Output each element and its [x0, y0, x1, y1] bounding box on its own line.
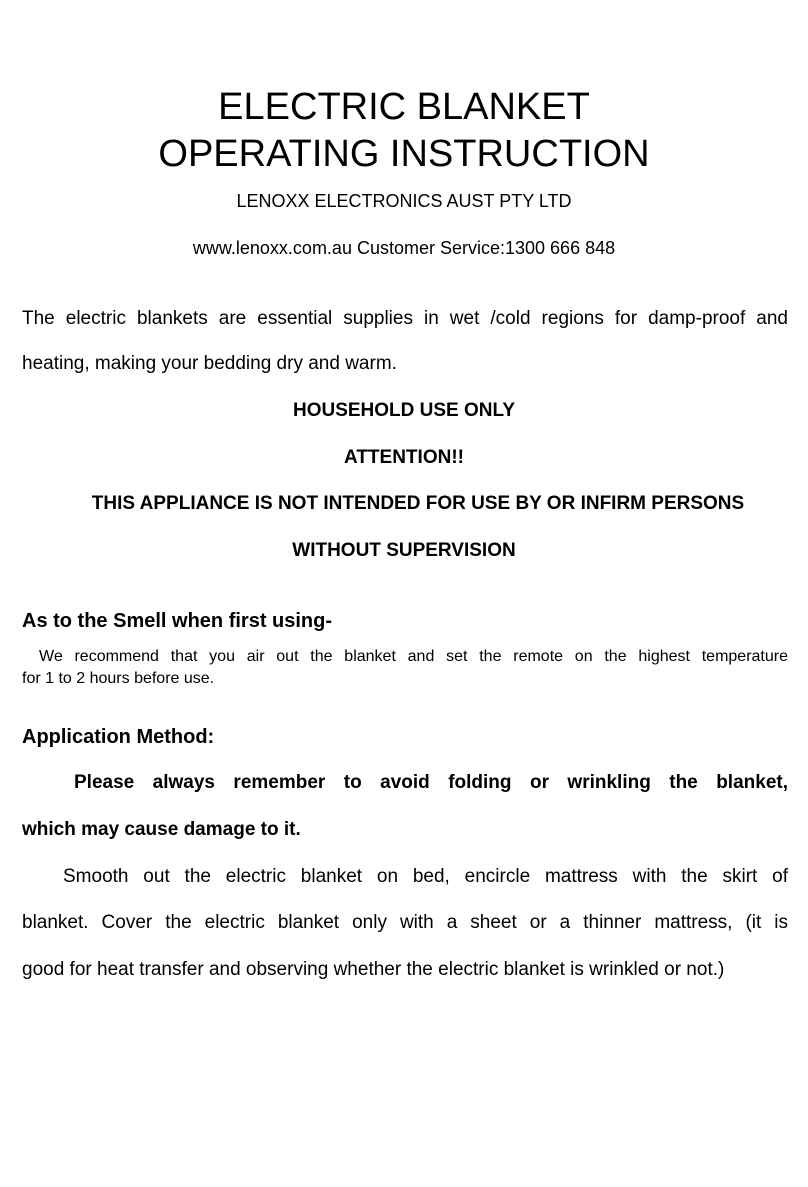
folding-warning-line-2: which may cause damage to it.	[22, 819, 301, 840]
document-title-line-2: OPERATING INSTRUCTION	[158, 133, 650, 175]
application-body-line-2: blanket. Cover the electric blanket only with a sheet or a thinner mattress, (it is	[22, 912, 788, 933]
household-use-notice: HOUSEHOLD USE ONLY	[292, 400, 516, 421]
smell-section-line-1: We recommend that you air out the blanket and set the remote on the highest temperature	[39, 648, 788, 665]
appliance-warning-line-2: WITHOUT SUPERVISION	[292, 540, 516, 561]
application-body-line-3: good for heat transfer and observing whether the electric blanket is wrinkled or not.)	[22, 959, 725, 980]
attention-notice: ATTENTION!!	[344, 447, 464, 468]
company-name: LENOXX ELECTRONICS AUST PTY LTD	[236, 191, 572, 211]
application-method-heading: Application Method:	[22, 726, 215, 748]
smell-section-line-2: for 1 to 2 hours before use.	[22, 670, 215, 687]
smell-section-heading: As to the Smell when first using-	[22, 610, 333, 632]
intro-paragraph-line-1: The electric blankets are essential supplies in wet /cold regions for damp-proof and	[22, 308, 788, 329]
document-title-line-1: ELECTRIC BLANKET	[218, 86, 590, 128]
intro-paragraph-line-2: heating, making your bedding dry and warm.	[22, 353, 397, 374]
folding-warning-line-1: Please always remember to avoid folding or wrinkling the blanket,	[74, 772, 788, 793]
application-body-line-1: Smooth out the electric blanket on bed, encircle mattress with the skirt of	[63, 866, 788, 887]
contact-info: www.lenoxx.com.au Customer Service:1300 666 848	[192, 238, 616, 258]
appliance-warning-line-1: THIS APPLIANCE IS NOT INTENDED FOR USE BY OR INFIRM PERSONS	[91, 493, 745, 514]
